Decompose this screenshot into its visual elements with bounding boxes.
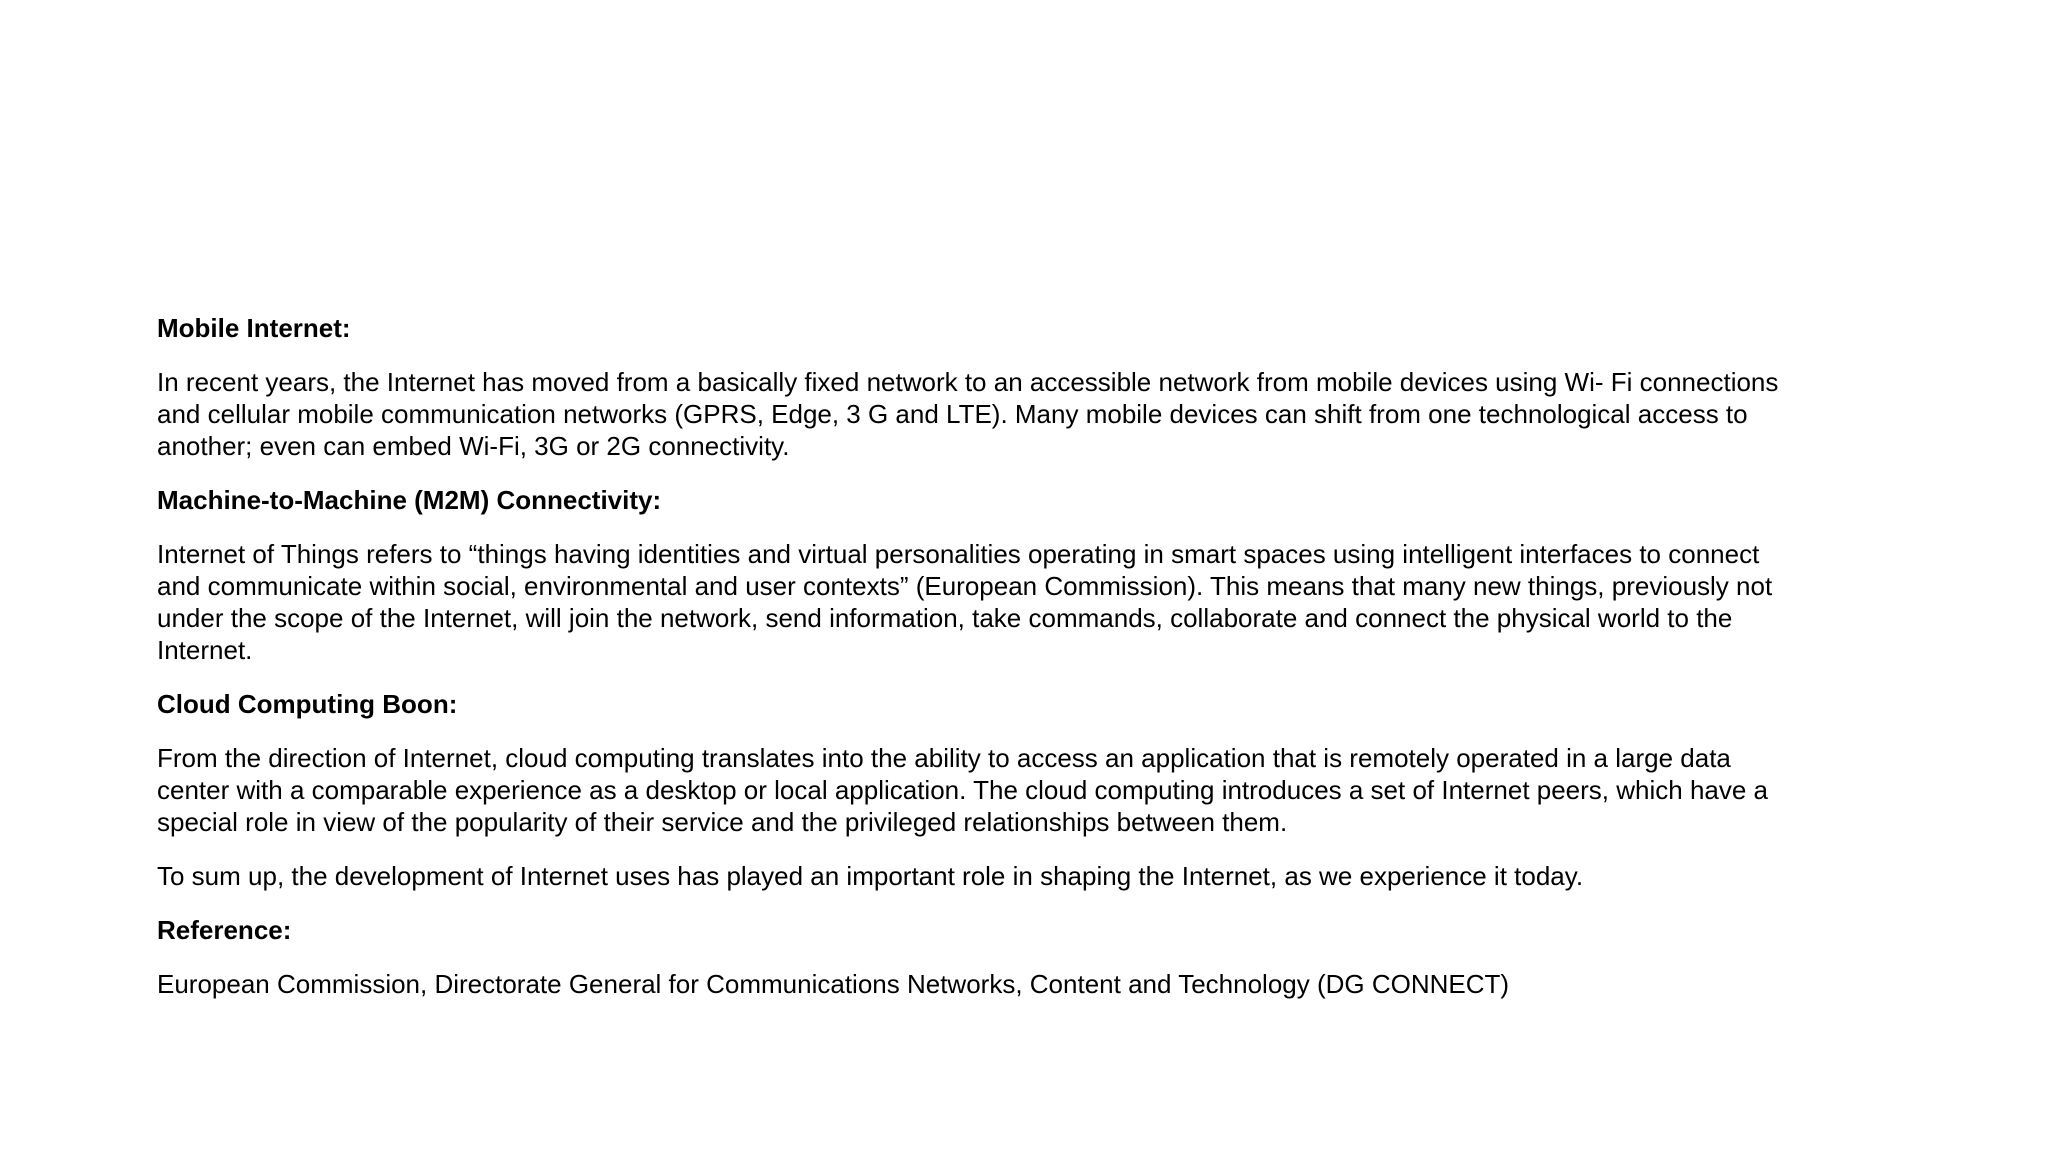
summary-line: To sum up, the development of Internet uses has played an important role in shaping the Internet, as we experience it today. [157,861,1584,891]
paragraph-line: another; even can embed Wi-Fi, 3G or 2G connectivity. [157,431,790,461]
paragraph-line: under the scope of the Internet, will join the network, send information, take commands, collaborate and connect the physical world to the [157,603,1733,633]
paragraph-line: Internet of Things refers to “things having identities and virtual personalities operating in smart spaces using intelligent interfaces to connect [157,539,1760,569]
slide-body [157,312,1897,1022]
paragraph-line: and communicate within social, environmental and user contexts” (European Commission). This means that many new things, previously not [157,571,1773,601]
section-paragraph-cloud-computing [157,742,1897,838]
section-heading-m2m-connectivity: Machine-to-Machine (M2M) Connectivity: [157,485,662,515]
section-heading-cloud-computing: Cloud Computing Boon: [157,689,458,719]
paragraph-line: From the direction of Internet, cloud computing translates into the ability to access an application that is remotely operated in a large data [157,743,1731,773]
paragraph-line: In recent years, the Internet has moved from a basically fixed network to an accessible network from mobile devices using Wi- Fi connections [157,367,1779,397]
reference-heading: Reference: [157,915,292,945]
section-paragraph-m2m-connectivity [157,538,1897,666]
section-heading-mobile-internet: Mobile Internet: [157,313,351,343]
reference-paragraph [157,968,1897,1000]
paragraph-line: Internet. [157,635,253,665]
summary-paragraph [157,860,1897,892]
paragraph-line: and cellular mobile communication networks (GPRS, Edge, 3 G and LTE). Many mobile devices can shift from one technological access to [157,399,1748,429]
section-paragraph-mobile-internet [157,366,1897,462]
paragraph-line: special role in view of the popularity of their service and the privileged relationships between them. [157,807,1288,837]
paragraph-line: center with a comparable experience as a desktop or local application. The cloud computing introduces a set of Internet peers, which have a [157,775,1769,805]
reference-line: European Commission, Directorate General for Communications Networks, Content and Technology (DG CONNECT) [157,969,1510,999]
